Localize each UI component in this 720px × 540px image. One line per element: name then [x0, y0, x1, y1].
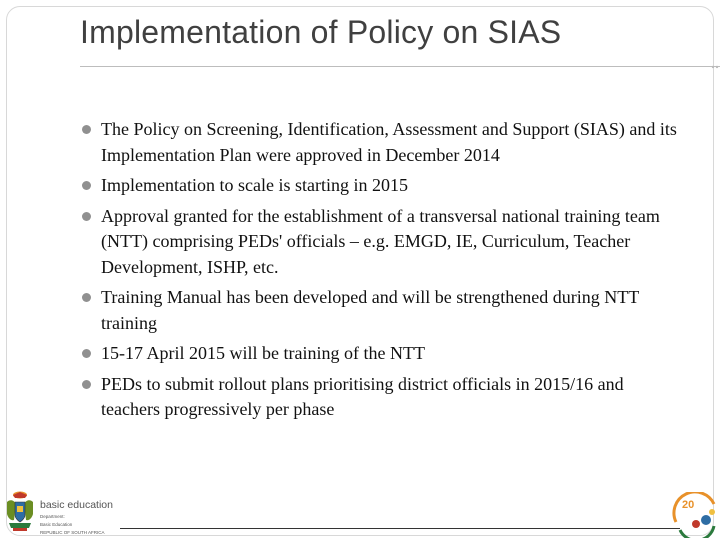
- bullet-text: Approval granted for the establishment of a transversal national training team (NTT) comprising PEDs' officials – e.g. EMGD, IE, Curriculum, Teacher Development, ISHP, etc.: [101, 205, 660, 277]
- slide-title: Implementation of Policy on SIAS: [80, 14, 562, 50]
- anniversary-emblem-icon: [668, 492, 720, 538]
- logo-main-text: basic education: [40, 499, 113, 511]
- logo-sub-line: Basic Education: [40, 522, 73, 527]
- logo-sub-line: Department:: [40, 514, 65, 519]
- bullet-dot-icon: [82, 181, 91, 190]
- bullet-text: Training Manual has been developed and will be strengthened during NTT training: [101, 287, 639, 333]
- bullet-text: 15-17 April 2015 will be training of the NTT: [101, 343, 425, 363]
- bullet-list: [82, 117, 682, 428]
- bullet-text: Implementation to scale is starting in 2015: [101, 175, 408, 195]
- corner-dots-icon: [710, 62, 720, 72]
- logo-sub-line: REPUBLIC OF SOUTH AFRICA: [40, 530, 105, 535]
- bullet-dot-icon: [82, 349, 91, 358]
- bullet-dot-icon: [82, 293, 91, 302]
- bullet-text: The Policy on Screening, Identification, Assessment and Support (SIAS) and its Implementation Plan were approved in December 2014: [101, 119, 677, 165]
- bullet-dot-icon: [82, 380, 91, 389]
- bullet-dot-icon: [82, 212, 91, 221]
- bullet-item: [82, 341, 682, 367]
- anniversary-number: 20: [682, 499, 695, 511]
- bullet-item: [82, 204, 682, 281]
- bullet-item: [82, 372, 682, 423]
- logo-text-block: [40, 500, 120, 535]
- bullet-dot-icon: [82, 125, 91, 134]
- coat-of-arms-icon: [4, 490, 36, 532]
- department-logo: [2, 490, 120, 534]
- bullet-item: [82, 285, 682, 336]
- title-divider: [80, 66, 720, 67]
- bullet-item: [82, 117, 682, 168]
- footer-divider: [120, 528, 680, 529]
- bullet-item: [82, 173, 682, 199]
- bullet-text: PEDs to submit rollout plans prioritising district officials in 2015/16 and teachers progressively per phase: [101, 373, 624, 419]
